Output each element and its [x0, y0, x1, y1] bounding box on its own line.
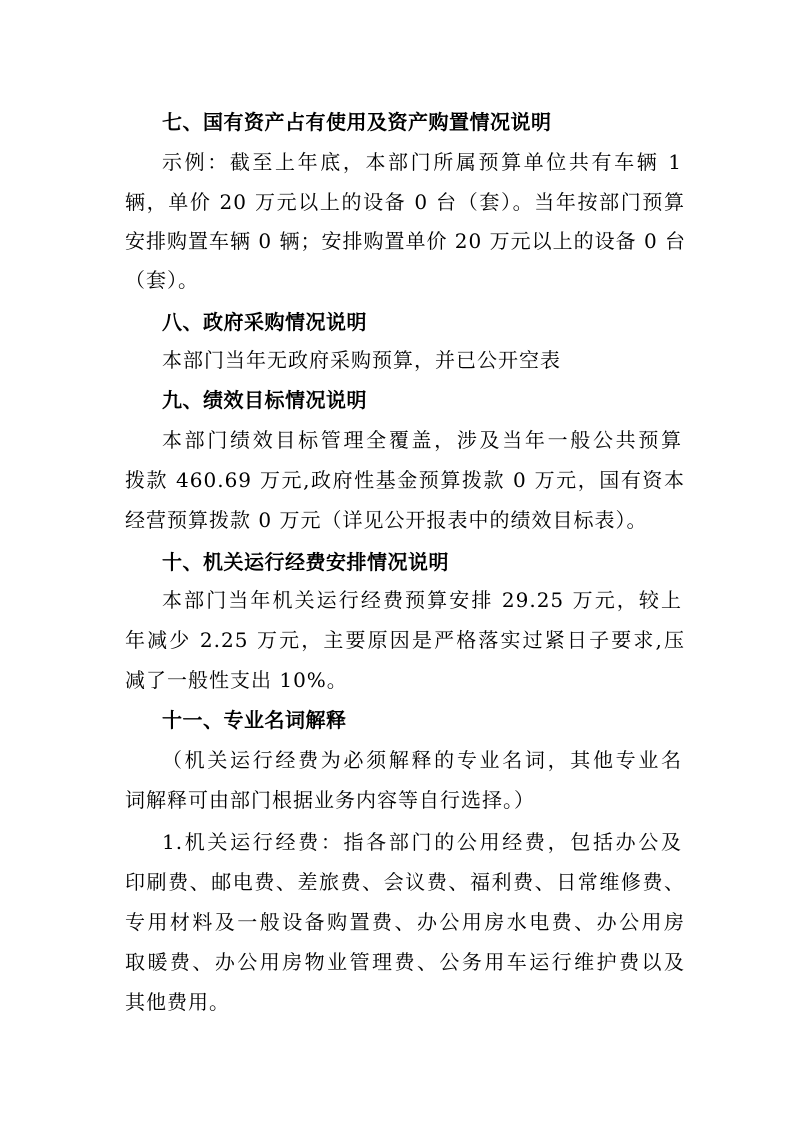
paragraph-line: （套）。 [125, 268, 199, 292]
paragraph-line: 印刷费、邮电费、差旅费、会议费、福利费、日常维修费、 [125, 870, 685, 894]
paragraph-line: 辆，单价 20 万元以上的设备 0 台（套）。当年按部门预算 [125, 190, 685, 214]
paragraph-line: 经营预算拨款 0 万元（详见公开报表中的绩效目标表）。 [125, 508, 648, 532]
section-heading-7: 七、国有资产占有使用及资产购置情况说明 [162, 110, 552, 134]
paragraph-line: （机关运行经费为必须解释的专业名词，其他专业名 [162, 748, 682, 772]
paragraph-line: 安排购置车辆 0 辆；安排购置单价 20 万元以上的设备 0 台 [125, 229, 687, 253]
paragraph-line: 本部门当年机关运行经费预算安排 29.25 万元，较上 [162, 588, 682, 612]
paragraph-line: 本部门绩效目标管理全覆盖，涉及当年一般公共预算 [162, 428, 682, 452]
paragraph-line: 拨款 460.69 万元,政府性基金预算拨款 0 万元，国有资本 [125, 468, 685, 492]
section-heading-8: 八、政府采购情况说明 [162, 310, 367, 334]
paragraph-line: 其他费用。 [125, 990, 230, 1014]
section-heading-9: 九、绩效目标情况说明 [162, 388, 367, 412]
paragraph-line: 示例：截至上年底，本部门所属预算单位共有车辆 1 [162, 150, 682, 174]
paragraph-line: 1.机关运行经费：指各部门的公用经费，包括办公及 [162, 830, 682, 854]
paragraph-line: 取暖费、办公用房物业管理费、公务用车运行维护费以及 [125, 950, 685, 974]
paragraph-line: 年减少 2.25 万元，主要原因是严格落实过紧日子要求,压 [125, 628, 685, 652]
paragraph-line: 专用材料及一般设备购置费、办公用房水电费、办公用房 [125, 910, 685, 934]
paragraph-line: 词解释可由部门根据业务内容等自行选择。） [125, 788, 535, 812]
section-heading-10: 十、机关运行经费安排情况说明 [162, 550, 449, 574]
section-heading-11: 十一、专业名词解释 [162, 708, 347, 732]
paragraph-line: 减了一般性支出 10%。 [125, 668, 348, 692]
paragraph-line: 本部门当年无政府采购预算，并已公开空表 [162, 348, 561, 372]
